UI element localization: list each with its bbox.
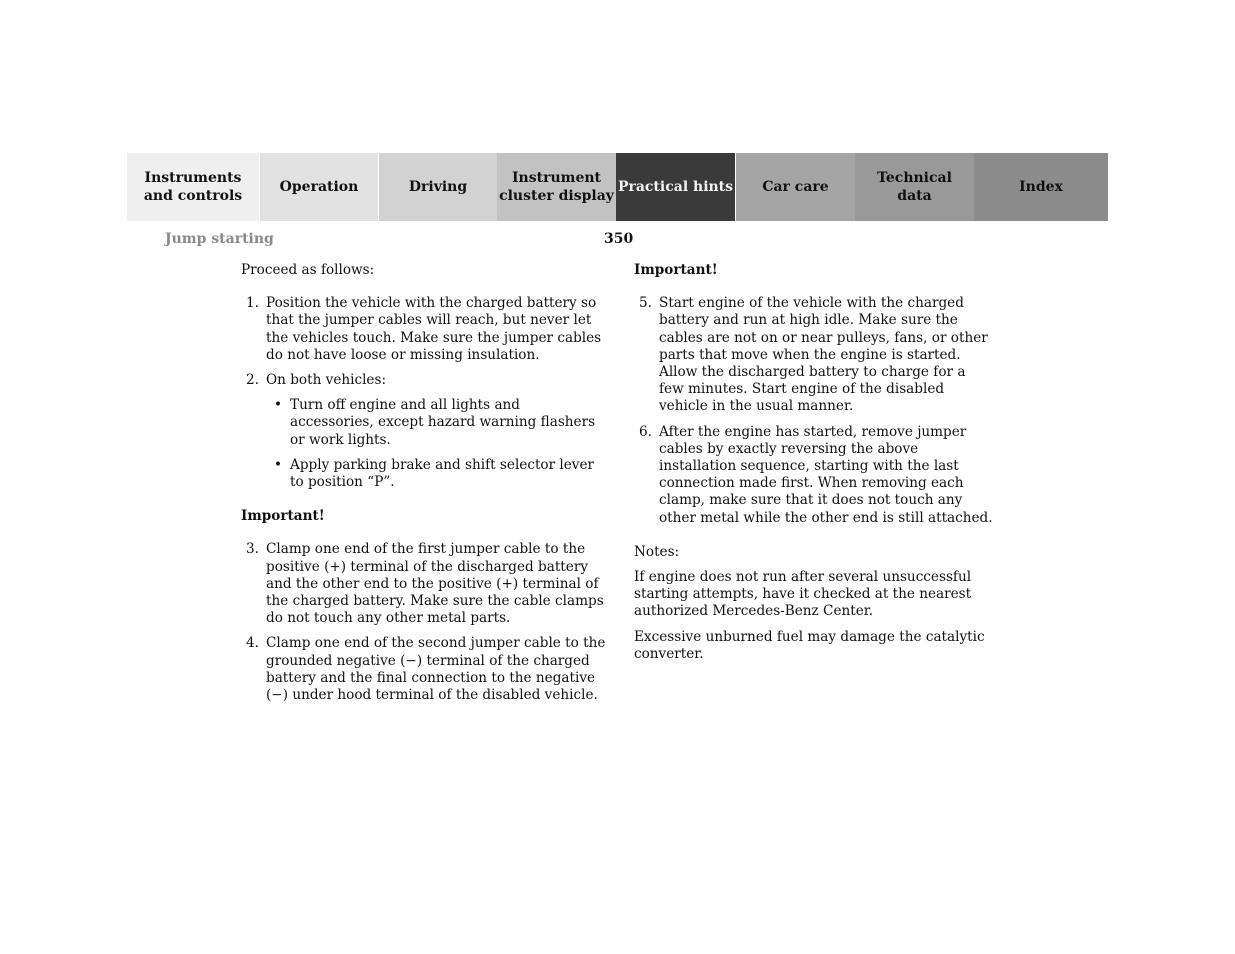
page-number: 350 <box>604 231 634 247</box>
step-text: After the engine has started, remove jumper cables by exactly reversing the above installation sequence, starting with the last connection made first. When removing each clamp, make sure that it does not touch any other metal while the other end is still attached. <box>659 423 993 526</box>
tab-index[interactable] <box>974 153 1108 221</box>
tab-label: Technical <box>877 170 952 186</box>
bullet-text: Apply parking brake and shift selector lever to position “P”. <box>290 456 595 491</box>
bullet-icon <box>266 397 290 449</box>
tab-label: Instruments <box>144 170 242 186</box>
note-text: If engine does not run after several unsuccessful starting attempts, have it checked at the nearest authorized Mercedes-Benz Center. <box>634 569 972 620</box>
step-text: On both vehicles: <box>266 372 387 389</box>
important-heading: Important! <box>241 508 325 525</box>
step-text: Start engine of the vehicle with the charged battery and run at high idle. Make sure the cables are not on or near pulleys, fans, or other parts that move when the engine is started. Allow the discharged battery to charge for a few minutes. Start engine of the disabled vehicle in the usual manner. <box>659 295 988 415</box>
tab-label: Operation <box>279 179 359 195</box>
tab-label: data <box>897 188 932 204</box>
step-number: 6. <box>639 423 652 440</box>
tab-label: Driving <box>408 179 468 195</box>
chapter-nav <box>127 153 1108 221</box>
step-number: 4. <box>246 635 259 652</box>
step-3 <box>241 541 606 627</box>
step-5 <box>634 295 994 415</box>
tab-label: and controls <box>143 188 243 204</box>
step-1 <box>241 295 606 364</box>
tab-label: Car care <box>762 179 829 195</box>
tab-practical-hints[interactable] <box>616 153 735 221</box>
step-2 <box>241 372 606 389</box>
step-6 <box>634 424 994 527</box>
step-text: Clamp one end of the second jumper cable to the grounded negative (−) terminal of the charged battery and the final connection to the negative (−) under hood terminal of the disabled vehicle. <box>266 635 606 704</box>
step-text: Clamp one end of the first jumper cable to the positive (+) terminal of the discharged battery and the other end to the positive (+) terminal of the charged battery. Make sure the cable clamps do not touch any other metal parts. <box>266 541 604 627</box>
step-number: 2. <box>246 372 259 389</box>
step-number: 1. <box>246 295 259 312</box>
bullet-item <box>241 457 606 491</box>
tab-label: Index <box>1019 179 1063 195</box>
note-text: Excessive unburned fuel may damage the catalytic converter. <box>634 628 985 662</box>
tab-label: Instrument <box>512 170 601 186</box>
tab-car-care[interactable] <box>735 153 855 221</box>
tab-instruments-and-controls[interactable] <box>127 153 259 221</box>
step-4 <box>241 635 606 704</box>
tab-operation[interactable] <box>259 153 378 221</box>
tab-instrument-cluster-display[interactable] <box>497 153 616 221</box>
tab-technical-data[interactable] <box>855 153 974 221</box>
right-column <box>634 262 994 663</box>
tab-label: Practical hints <box>617 179 734 195</box>
step-number: 5. <box>639 295 652 312</box>
important-heading: Important! <box>634 262 718 278</box>
bullet-icon <box>266 457 290 491</box>
step-number: 3. <box>246 541 259 558</box>
left-column <box>241 262 606 704</box>
section-title: Jump starting <box>165 231 274 247</box>
intro-text: Proceed as follows: <box>241 262 375 278</box>
bullet-text: Turn off engine and all lights and accessories, except hazard warning flashers or work lights. <box>290 397 596 448</box>
tab-driving[interactable] <box>378 153 497 221</box>
bullet-item <box>241 397 606 449</box>
tab-label: cluster display <box>499 188 614 204</box>
notes-label: Notes: <box>634 543 680 560</box>
step-text: Position the vehicle with the charged battery so that the jumper cables will reach, but never let the vehicles touch. Make sure the jumper cables do not have loose or missing insulation. <box>266 295 602 363</box>
